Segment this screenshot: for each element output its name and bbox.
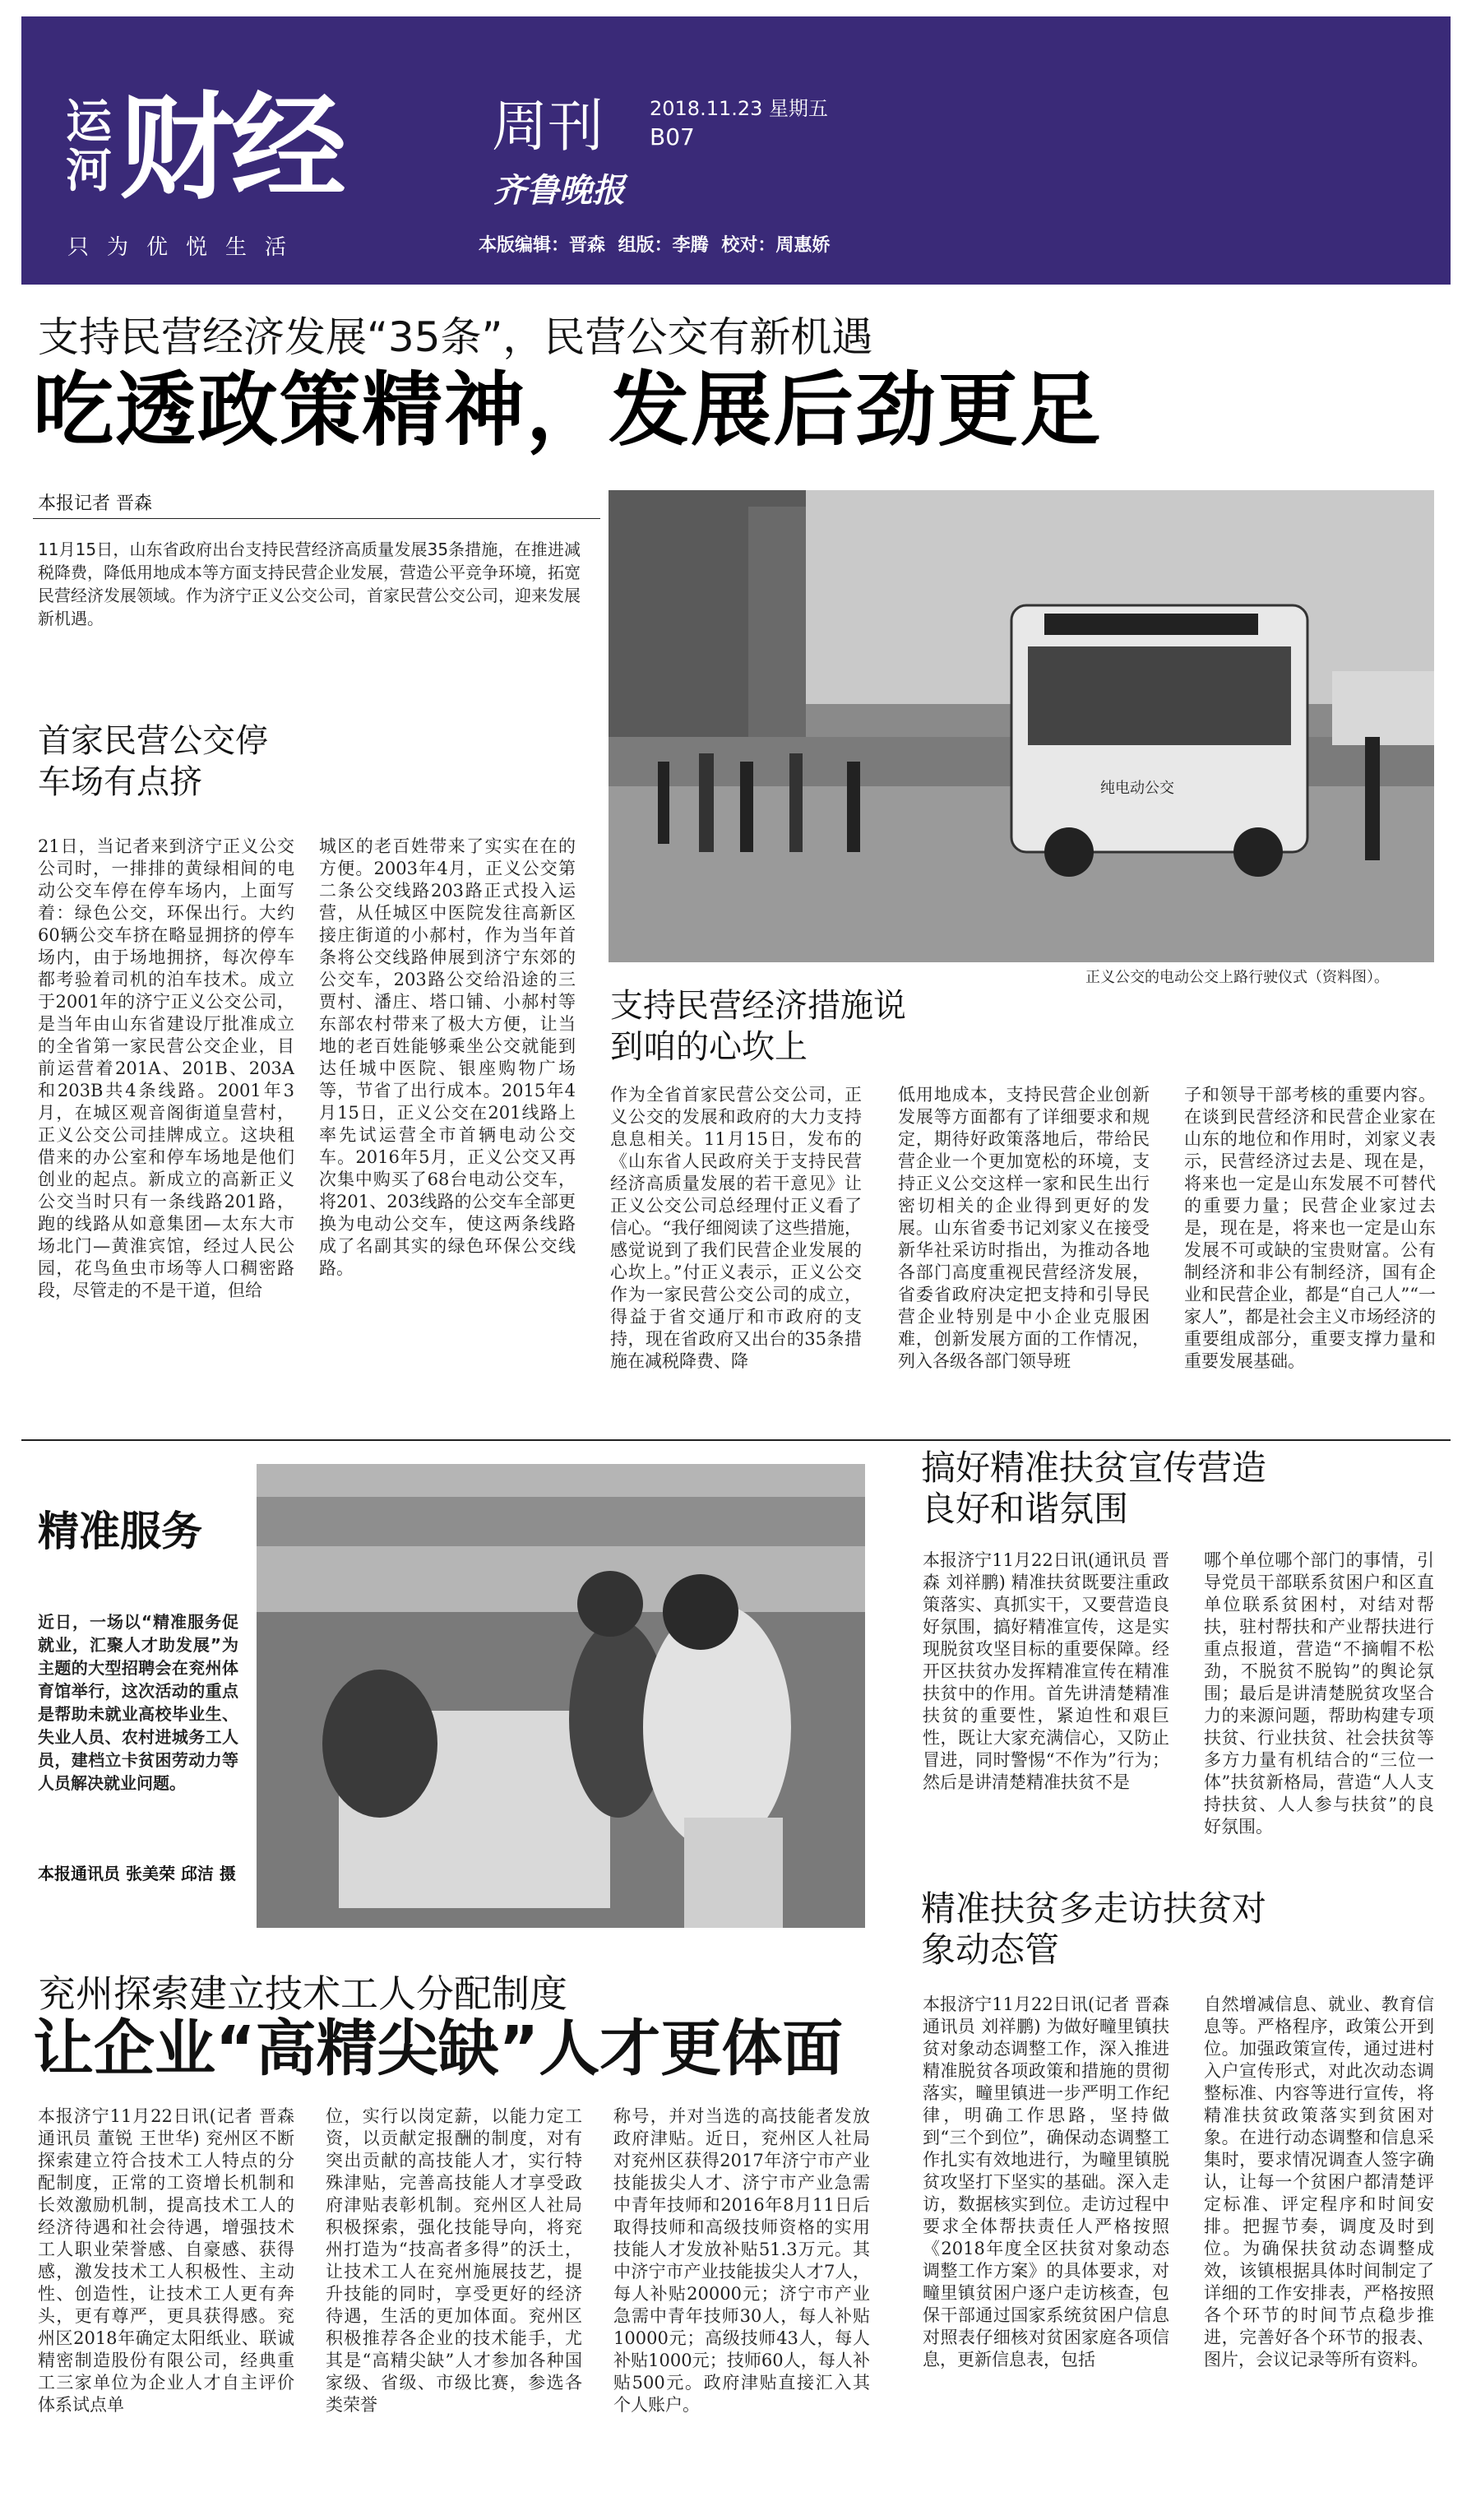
poverty-article-1-column-2: 哪个单位哪个部门的事情，引导党员干部联系贫困户和区直单位联系贫困村，对结对帮扶，驻村帮扶和产业帮扶进行重点报道，营造“不摘帽不松劲，不脱贫不脱钩”的舆论氛围；最后是讲清楚脱贫攻坚合力的来源问题，帮助构建专项扶贫、行业扶贫、社会扶贫等多方力量有机结合的“三位一体”扶贫新格局，营造“人人支持扶贫、人人参与扶贫”的良好氛围。: [1204, 1550, 1434, 1837]
photo-feature-credit: 本报通讯员 张美荣 邱洁 摄: [38, 1864, 236, 1883]
issue-date: 2018.11.23 星期五: [650, 97, 829, 120]
lead-byline: 本报记者 晋森: [38, 493, 152, 514]
section1-column-1: 21日，当记者来到济宁正义公交公司时，一排排的黄绿相间的电动公交车停在停车场内，上面写着：绿色公交，环保出行。大约60辆公交车挤在略显拥挤的停车场内，由于场地拥挤，每次停车都考验着司机的泊车技术。成立于2001年的济宁正义公交公司，是当年由山东省建设厅批准成立的全省第一家民营公交企业，目前运营着201A、201B、203A和203B共4条线路。2001年3月，在城区观音阁街道皇营村，正义公交公司挂牌成立。这块租借来的办公室和停车场地是他们创业的起点。新成立的高新正义公交当时只有一条线路201路，跑的线路从如意集团—太东大市场北门—黄淮宾馆，经过人民公园，花鸟鱼虫市场等人口稠密路段，尽管走的不是干道，但给: [38, 836, 294, 1300]
divider: [21, 1439, 1451, 1441]
newspaper-name: 齐鲁晚报: [493, 171, 625, 210]
bus-photo-caption: 正义公交的电动公交上路行驶仪式（资料图）。: [1085, 969, 1389, 986]
section1-title: 首家民营公交停车场有点挤: [38, 722, 268, 801]
lead-intro: 11月15日，山东省政府出台支持民营经济高质量发展35条措施，在推进减税降费，降低用地成本等方面支持民营企业发展，营造公平竞争环境，拓宽民营经济发展领域。作为济宁正义公交公司，首家民营公交公司，迎来发展新机遇。: [38, 540, 581, 628]
photo-feature-title: 精准服务: [38, 1508, 202, 1555]
workers-column-2: 位，实行以岗定薪，以能力定工资，以贡献定报酬的制度，对有突出贡献的高技能人才，实行特殊津贴，完善高技能人才享受政府津贴表彰机制。兖州区人社局积极探索，强化技能导向，将兖州打造为“技高者多得”的沃土，让技术工人在兖州施展技艺，提升技能的同时，享受更好的经济待遇，生活的更加体面。兖州区积极推荐各企业的技术能手，尤其是“高精尖缺”人才参加各种国家级、省级、市级比赛，参选各类荣誉: [326, 2106, 582, 2415]
workers-column-1: 本报济宁11月22日讯(记者 晋森 通讯员 董锐 王世华) 兖州区不断探索建立符合技术工人特点的分配制度，正常的工资增长机制和长效激励机制，提高技术工人的经济待遇和社会待遇，增强技术工人职业荣誉感、自豪感、获得感，激发技术工人积极性、主动性、创造性，让技术工人更有奔头，更有尊严，更具获得感。兖州区2018年确定太阳纸业、联诚精密制造股份有限公司，经典重工三家单位为企业人才自主评价体系试点单: [38, 2106, 294, 2415]
poverty-article-1-column-1: 本报济宁11月22日讯(通讯员 晋森 刘祥鹏) 精准扶贫既要注重政策落实、真抓实干，又要营造良好氛围，搞好精准宣传，这是实现脱贫攻坚目标的重要保障。经开区扶贫办发挥精准宣传在精准扶贫中的作用。首先讲清楚精准扶贫的重要性，紧迫性和艰巨性，既让大家充满信心，又防止冒进，同时警惕“不作为”行为；然后是讲清楚精准扶贫不是: [923, 1550, 1169, 1792]
divider: [33, 518, 600, 519]
lead-kicker: 支持民营经济发展“35条”，民营公交有新机遇: [38, 313, 873, 361]
section1-column-2: 城区的老百姓带来了实实在在的方便。2003年4月，正义公交第二条公交线路203路正式投入运营，从任城区中医院发往高新区接庄街道的小郝村，作为当年首条将公交线路伸展到济宁东郊的公交车，203路公交给沿途的三贾村、潘庄、塔口铺、小郝村等东部农村带来了极大方便，让当地的老百姓能够乘坐公交就能到达任城中医院、银座购物广场等，节省了出行成本。2015年4月15日，正义公交在201线路上率先试运营全市首辆电动公交车。2016年5月，正义公交又再次集中购买了68台电动公交车，将201、203线路的公交车全部更换为电动公交车，使这两条线路成了名副其实的绿色环保公交线路。: [319, 836, 576, 1278]
photo-feature-text: 近日，一场以“精准服务促就业，汇聚人才助发展”为主题的大型招聘会在兖州体育馆举行，这次活动的重点是帮助未就业高校毕业生、失业人员、农村进城务工人员，建档立卡贫困劳动力等人员解决就业问题。: [38, 1612, 238, 1793]
section2-column-1: 作为全省首家民营公交公司，正义公交的发展和政府的大力支持息息相关。11月15日，发布的《山东省人民政府关于支持民营经济高质量发展的若干意见》让正义公交公司总经理付正义看了信心。“我仔细阅读了这些措施，感觉说到了我们民营企业发展的心坎上。”付正义表示，正义公交作为一家民营公交公司的成立，得益于省交通厅和市政府的支持，现在省政府又出台的35条措施在减税降费、降: [610, 1085, 862, 1371]
section2-column-3: 子和领导干部考核的重要内容。在谈到民营经济和民营企业家在山东的地位和作用时，刘家义表示，民营经济过去是、现在是，将来也一定是山东发展不可替代的重要力量；民营企业家过去是，现在是，将来也一定是山东发展不可或缺的宝贵财富。公有制经济和非公有制经济，国有企业和民营企业，都是“自己人”“一家人”，都是社会主义市场经济的重要组成部分，重要支撑力量和重要发展基础。: [1184, 1085, 1436, 1371]
workers-column-3: 称号，并对当选的高技能者发放政府津贴。近日，兖州区人社局对兖州区获得2017年济宁市产业技能拔尖人才、济宁市产业急需中青年技师和2016年8月11日后取得技师和高级技师资格的实用技能人才发放补贴51.3万元。其中济宁市产业技能拔尖人才7人，每人补贴20000元；济宁市产业急需中青年技师30人，每人补贴10000元；高级技师43人，每人补贴1000元；技师60人，每人补贴500元。政府津贴直接汇入其个人账户。: [613, 2106, 870, 2415]
editor-credits: 本版编辑：晋森 组版：李腾 校对：周惠娇: [479, 235, 831, 256]
workers-headline: 让企业“高精尖缺”人才更体面: [33, 2013, 844, 2084]
poverty-article-2-column-1: 本报济宁11月22日讯(记者 晋森 通讯员 刘祥鹏) 为做好疃里镇扶贫对象动态调整工作，深入推进精准脱贫各项政策和措施的贯彻落实，疃里镇进一步严明工作纪律，明确工作思路，坚持做到“三个到位”，确保动态调整工作扎实有效地进行，为疃里镇脱贫攻坚打下坚实的基础。深入走访，数据核实到位。走访过程中要求全体帮扶责任人严格按照《2018年度全区扶贫对象动态调整工作方案》的具体要求，对疃里镇贫困户逐户走访核查，包保干部通过国家系统贫困户信息对照表仔细核对贫困家庭各项信息，更新信息表，包括: [923, 1994, 1169, 2369]
masthead-logo-small: 运河: [66, 95, 112, 198]
page-number: B07: [650, 123, 695, 151]
bus-photo-image: [609, 490, 1434, 962]
poverty-article-1-title: 搞好精准扶贫宣传营造良好和谐氛围: [921, 1448, 1267, 1529]
lead-headline: 吃透政策精神，发展后劲更足: [33, 364, 1103, 457]
poverty-article-2-column-2: 自然增减信息、就业、教育信息等。严格程序，政策公开到位。加强政策宣传，通过进村入户宣传形式，对此次动态调整标准、内容等进行宣传，将精准扶贫政策落实到贫困对象。在进行动态调整和信息采集时，要求情况调查人签字确认，让每一个贫困户都清楚评定标准、评定程序和时间安排。把握节奏，调度及时到位。为确保扶贫动态调整成效，该镇根据具体时间制定了详细的工作安排表，严格按照各个环节的时间节点稳步推进，完善好各个环节的报表、图片，会议记录等所有资料。: [1204, 1994, 1434, 2369]
job-fair-photo: [257, 1464, 865, 1928]
section2-title: 支持民营经济措施说到咱的心坎上: [610, 987, 906, 1066]
section2-column-2: 低用地成本，支持民营企业创新发展等方面都有了详细要求和规定，期待好政策落地后，带给民营企业一个更加宽松的环境，支持正义公交这样一家和民生出行密切相关的企业得到更好的发展。山东省委书记刘家义在接受新华社采访时指出，为推动各地各部门高度重视民营经济发展，省委省政府决定把支持和引导民营企业特别是中小企业克服困难，创新发展方面的工作情况，列入各级各部门领导班: [898, 1085, 1150, 1371]
masthead-weekly: 周刊: [492, 95, 604, 160]
masthead-slogan: 只为优悦生活: [67, 235, 305, 260]
workers-kicker: 兖州探索建立技术工人分配制度: [38, 1971, 567, 2016]
bus-sign-text: 纯电动公交: [1100, 780, 1174, 797]
job-fair-photo-image: [257, 1464, 865, 1928]
masthead-logo: 财经: [119, 81, 344, 215]
poverty-article-2-title: 精准扶贫多走访扶贫对象动态管: [921, 1888, 1267, 1970]
bus-photo: [609, 490, 1434, 962]
